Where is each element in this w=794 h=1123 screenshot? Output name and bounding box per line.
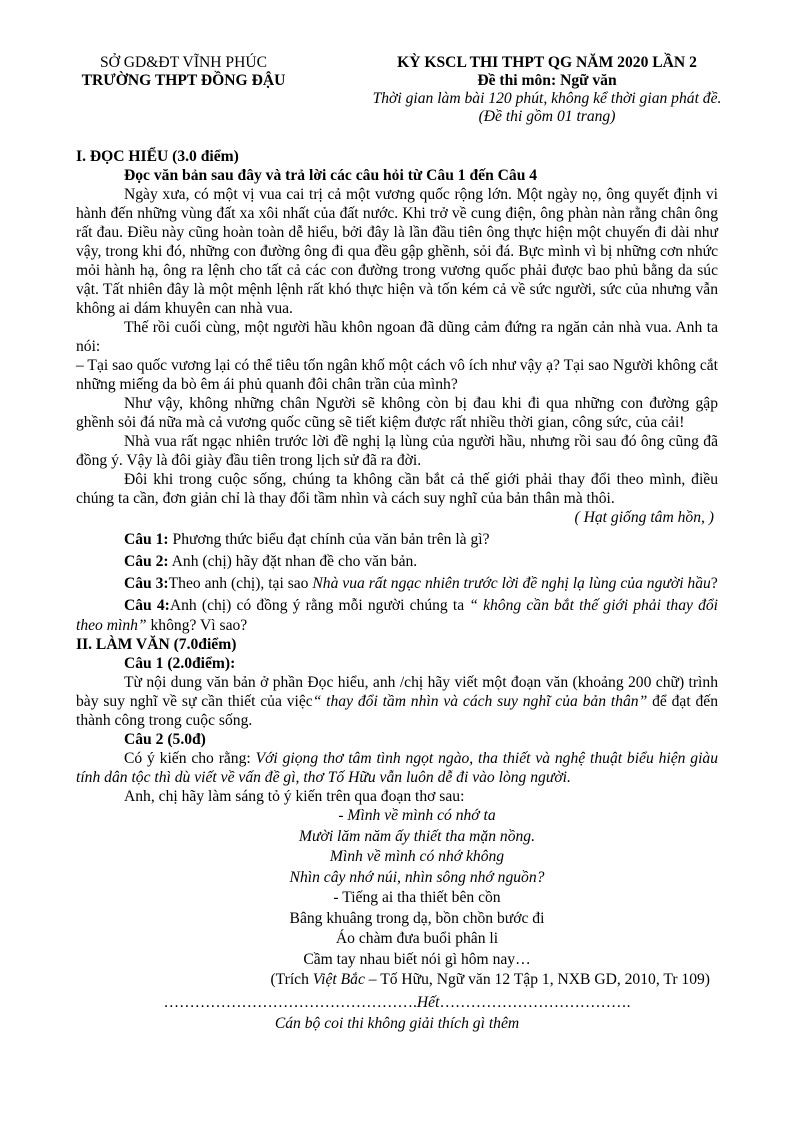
question-4 bbox=[76, 596, 718, 636]
poem-source-a: (Trích bbox=[270, 971, 313, 988]
passage-paragraph-4: Như vậy, không những chân Người sẽ không còn bị đau khi đi qua những con đường gập ghềnh sỏi đá nữa mà cả vương quốc cũng sẽ tiết kiệm được rất nhiều thời gian, công sức, của cải! bbox=[76, 395, 718, 431]
question-1 bbox=[76, 530, 718, 550]
poem-line: Bâng khuâng trong dạ, bồn chồn bước đi bbox=[289, 909, 545, 927]
exam-page-count: (Đề thi gồm 01 trang) bbox=[478, 108, 616, 125]
passage-paragraph-2: Thế rồi cuối cùng, một người hầu khôn ngoan đã dũng cảm đứng ra ngăn cản nhà vua. Anh ta nói: bbox=[76, 319, 718, 355]
question-2-text: Anh (chị) hãy đặt nhan đề cho văn bản. bbox=[168, 553, 418, 570]
question-4-text-a: Anh (chị) có đồng ý rằng mỗi người chúng ta bbox=[169, 597, 470, 614]
question-3-label: Câu 3: bbox=[124, 575, 169, 592]
section-reading-title: I. ĐỌC HIỂU (3.0 điểm) bbox=[76, 148, 239, 165]
writing-question-2-prompt: Anh, chị hãy làm sáng tỏ ý kiến trên qua đoạn thơ sau: bbox=[124, 788, 465, 805]
poem-source-title: Việt Bắc bbox=[312, 971, 365, 988]
question-3-text-a: Theo anh (chị), tại sao bbox=[168, 575, 313, 592]
end-dots-right: ………………………………. bbox=[439, 994, 631, 1011]
question-4-text-b: “ không cần bắt thế giới phải thay đổi theo mình” bbox=[76, 597, 718, 634]
exam-duration: Thời gian làm bài 120 phút, không kể thời gian phát đề. bbox=[372, 90, 722, 107]
question-1-text: Phương thức biểu đạt chính của văn bản trên là gì? bbox=[168, 531, 490, 548]
passage-source: ( Hạt giống tâm hồn, ) bbox=[574, 509, 714, 526]
writing-question-1-label: Câu 1 (2.0điểm): bbox=[124, 655, 236, 672]
passage-paragraph-6: Đôi khi trong cuộc sống, chúng ta không cần bắt cả thế giới phải thay đổi theo mình, điều chúng ta cần, đơn giản chỉ là thay đổi tầm nhìn và cách suy nghĩ của bản thân mà thôi. bbox=[76, 471, 718, 507]
department-name: SỞ GD&ĐT VĨNH PHÚC bbox=[99, 54, 268, 71]
poem-stanza-2 bbox=[116, 888, 718, 970]
question-3-text-b: Nhà vua rất ngạc nhiên trước lời đề nghị lạ lùng của người hầu bbox=[312, 575, 711, 592]
section-writing-title: II. LÀM VĂN (7.0điểm) bbox=[76, 636, 237, 653]
end-dots-left: …………………………………………. bbox=[163, 994, 417, 1011]
passage-paragraph-5: Nhà vua rất ngạc nhiên trước lời đề nghị lạ lùng của người hầu, nhưng rồi sau đó ông cũng đã đồng ý. Vậy là đôi giày đầu tiên trong lịch sử đã ra đời. bbox=[76, 433, 718, 469]
poem-line: Áo chàm đưa buổi phân li bbox=[335, 930, 499, 947]
writing-question-1-text-c: để đạt đến thành công trong cuộc sống. bbox=[76, 693, 718, 729]
reading-instruction: Đọc văn bản sau đây và trả lời các câu hỏi từ Câu 1 đến Câu 4 bbox=[124, 167, 538, 184]
poem-line: Cầm tay nhau biết nói gì hôm nay… bbox=[303, 950, 531, 968]
poem-line: - Mình về mình có nhớ ta bbox=[338, 807, 496, 824]
poem-line: Mình về mình có nhớ không bbox=[329, 848, 505, 865]
writing-question-1-text-a: Từ nội dung văn bản ở phần Đọc hiểu, anh /chị hãy viết một đoạn văn (khoảng 200 chữ) trình bày suy nghĩ về sự cần thiết của việc bbox=[76, 674, 718, 710]
poem-line: Mười lăm năm ấy thiết tha mặn nồng. bbox=[299, 827, 535, 845]
poem-line: Nhìn cây nhớ núi, nhìn sông nhớ nguồn? bbox=[289, 868, 545, 886]
writing-question-1-text-b: “ thay đổi tầm nhìn và cách suy nghĩ của bản thân” bbox=[312, 693, 648, 710]
question-4-label: Câu 4: bbox=[124, 597, 170, 614]
poem-stanza-1 bbox=[116, 806, 718, 888]
end-marker bbox=[76, 992, 718, 1014]
exam-subject: Đề thi môn: Ngữ văn bbox=[477, 72, 617, 89]
writing-question-2-label: Câu 2 (5.0đ) bbox=[124, 731, 206, 748]
end-word: Hết bbox=[416, 994, 440, 1011]
question-2 bbox=[76, 552, 718, 572]
question-4-text-c: không? Vì sao? bbox=[146, 617, 248, 634]
passage-paragraph-1: Ngày xưa, có một vị vua cai trị cả một vương quốc rộng lớn. Một ngày nọ, ông quyết định vi hành đến những vùng đất xa xôi nhất của đất nước. Khi trở về cung điện, ông phàn nàn rằng chân ông rất đau. Điều này cũng hoàn toàn dễ hiểu, bởi đây là lần đầu tiên ông thực hiện một chuyến đi dài như vậy, trong khi đó, những con đường ông đi qua đều gập ghềnh, sỏi đá. Bực mình vì bị những cơn nhức mỏi hành hạ, ông ra lệnh cho tất cả các con đường trong vương quốc phải được bao phủ bằng da súc vật. Tất nhiên đây là một mệnh lệnh rất khó thực hiện và tốn kém cả về sức người, sức của nhưng vẫn không ai dám khuyên can nhà vua. bbox=[76, 186, 718, 317]
question-1-label: Câu 1: bbox=[124, 531, 169, 548]
poem-source-c: – Tố Hữu, Ngữ văn 12 Tập 1, NXB GD, 2010, Tr 109) bbox=[364, 971, 710, 988]
writing-question-2 bbox=[76, 749, 718, 787]
question-3 bbox=[76, 574, 718, 594]
writing-question-2-text-b: Với giọng thơ tâm tình ngọt ngào, tha thiết và nghệ thuật biểu hiện giàu tính dân tộc thì dù viết về vấn đề gì, thơ Tố Hữu vẫn luôn dễ đi vào lòng người. bbox=[76, 750, 719, 786]
writing-question-1 bbox=[76, 673, 718, 730]
footer-note: Cán bộ coi thi không giải thích gì thêm bbox=[274, 1015, 520, 1032]
poem-source bbox=[76, 970, 718, 990]
question-2-label: Câu 2: bbox=[124, 553, 169, 570]
exam-info-block bbox=[358, 54, 736, 126]
poem-line: - Tiếng ai tha thiết bên cồn bbox=[333, 889, 501, 906]
passage-paragraph-3: – Tại sao quốc vương lại có thể tiêu tốn ngân khố một cách vô ích như vậy ạ? Tại sao Người không cắt những miếng da bò êm ái phủ quanh đôi chân trần của mình? bbox=[76, 357, 718, 393]
school-name: TRƯỜNG THPT ĐỒNG ĐẬU bbox=[81, 72, 286, 89]
writing-question-2-text-a: Có ý kiến cho rằng: bbox=[124, 750, 256, 767]
question-3-text-c: ? bbox=[710, 575, 718, 592]
exam-title: KỲ KSCL THI THPT QG NĂM 2020 LẦN 2 bbox=[397, 54, 697, 71]
school-block bbox=[76, 54, 291, 90]
exam-page bbox=[76, 54, 722, 1034]
exam-header bbox=[76, 54, 722, 132]
